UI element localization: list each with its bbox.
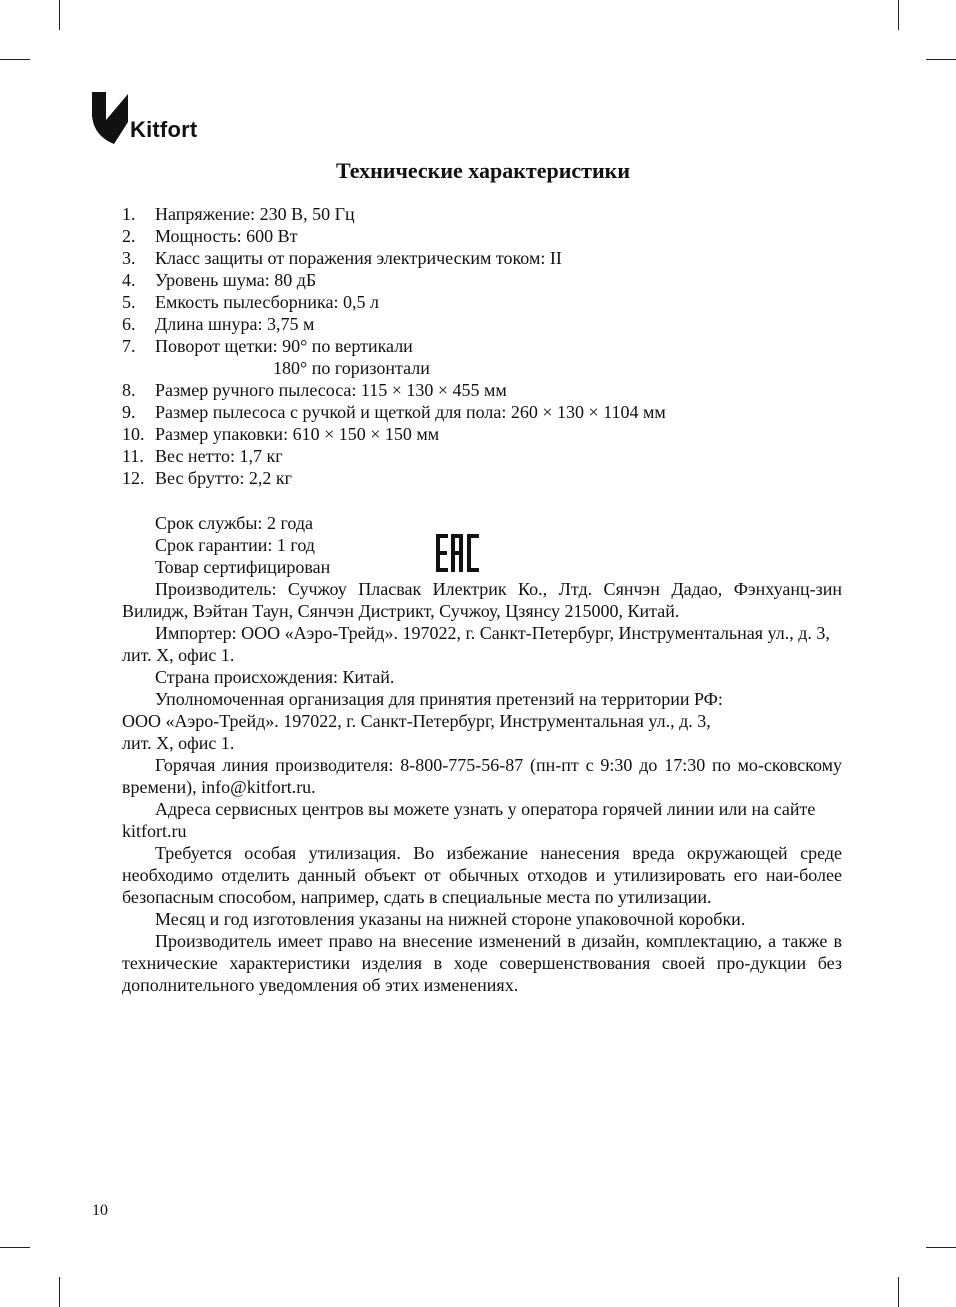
list-item: 9. Размер пылесоса с ручкой и щеткой для пола: 260 × 130 × 1104 мм xyxy=(122,402,666,422)
crop-mark xyxy=(898,0,899,30)
warranty: Срок гарантии: 1 год xyxy=(155,535,315,555)
changes-text: Производитель имеет право на внесение изменений в дизайн, комплектацию, а также в технические характеристики изделия в ходе совершенствования своей про-дукции без дополнительного уведомления об этих изменениях. xyxy=(122,931,842,995)
crop-mark xyxy=(59,1277,60,1307)
info-paragraphs xyxy=(122,578,842,996)
certified: Товар сертифицирован xyxy=(155,557,331,577)
crop-mark xyxy=(926,59,956,60)
disposal-text: Требуется особая утилизация. Во избежание нанесения вреда окружающей среде необходимо отделить данный объект от обычных отходов и утилизировать его наи-более безопасным способом, например, сдать в специальные места по утилизации. xyxy=(122,843,842,907)
list-item: 2. Мощность: 600 Вт xyxy=(122,226,298,246)
manufacturer-text: Производитель: Сучжоу Пласвак Илектрик Ко., Лтд. Сянчэн Дадао, Фэнхуанц-зин Вилидж, Вэйтан Таун, Сянчэн Дистрикт, Сучжоу, Цзянсу 215000, Китай. xyxy=(122,579,842,621)
page-number: 10 xyxy=(92,1202,108,1219)
crop-mark xyxy=(898,1277,899,1307)
crop-mark xyxy=(926,1247,956,1248)
list-item: 4. Уровень шума: 80 дБ xyxy=(122,270,317,290)
page-title: Технические характеристики xyxy=(335,158,631,183)
list-item: 3. Класс защиты от поражения электрическим током: II xyxy=(122,248,562,268)
list-item: 12. Вес брутто: 2,2 кг xyxy=(122,468,292,488)
hotline-text: Горячая линия производителя: 8-800-775-56-87 (пн-пт с 9:30 до 17:30 по мо-сковскому времени), info@kitfort.ru. xyxy=(122,755,842,797)
authorized-org-office: лит. Х, офис 1. xyxy=(122,733,235,753)
eac-mark-icon xyxy=(436,534,480,577)
list-item: 7. Поворот щетки: 90° по вертикали xyxy=(122,336,413,356)
list-item: 8. Размер ручного пылесоса: 115 × 130 × 455 мм xyxy=(122,380,507,400)
brand-name: Kitfort xyxy=(130,117,198,142)
crop-mark xyxy=(0,1247,30,1248)
manufacture-date-text: Месяц и год изготовления указаны на нижней стороне упаковочной коробки. xyxy=(155,909,746,929)
brand-logo xyxy=(92,92,197,144)
origin-text: Страна происхождения: Китай. xyxy=(155,667,395,687)
spec-list xyxy=(122,203,666,489)
list-item: 11. Вес нетто: 1,7 кг xyxy=(122,446,283,466)
list-item-continuation: 180° по горизонтали xyxy=(273,358,430,378)
crop-mark xyxy=(59,0,60,30)
list-item: 10. Размер упаковки: 610 × 150 × 150 мм xyxy=(122,424,440,444)
service-life: Срок службы: 2 года xyxy=(155,513,314,533)
list-item: 5. Емкость пылесборника: 0,5 л xyxy=(122,292,379,312)
importer-text: Импортер: ООО «Аэро-Трейд». 197022, г. Санкт-Петербург, Инструментальная ул., д. 3, лит. Х, офис 1. xyxy=(122,623,830,665)
crop-mark xyxy=(0,59,30,60)
list-item: 1. Напряжение: 230 В, 50 Гц xyxy=(122,204,355,224)
authorized-org-address: ООО «Аэро-Трейд». 197022, г. Санкт-Петербург, Инструментальная ул., д. 3, xyxy=(122,711,711,731)
list-item: 6. Длина шнура: 3,75 м xyxy=(122,314,315,334)
kitfort-logo-icon xyxy=(92,92,128,144)
service-facts xyxy=(155,512,330,578)
authorized-org-text: Уполномоченная организация для принятия претензий на территории РФ: xyxy=(155,689,723,709)
service-centers-text: Адреса сервисных центров вы можете узнать у оператора горячей линии или на сайте kitfort.ru xyxy=(122,799,816,841)
